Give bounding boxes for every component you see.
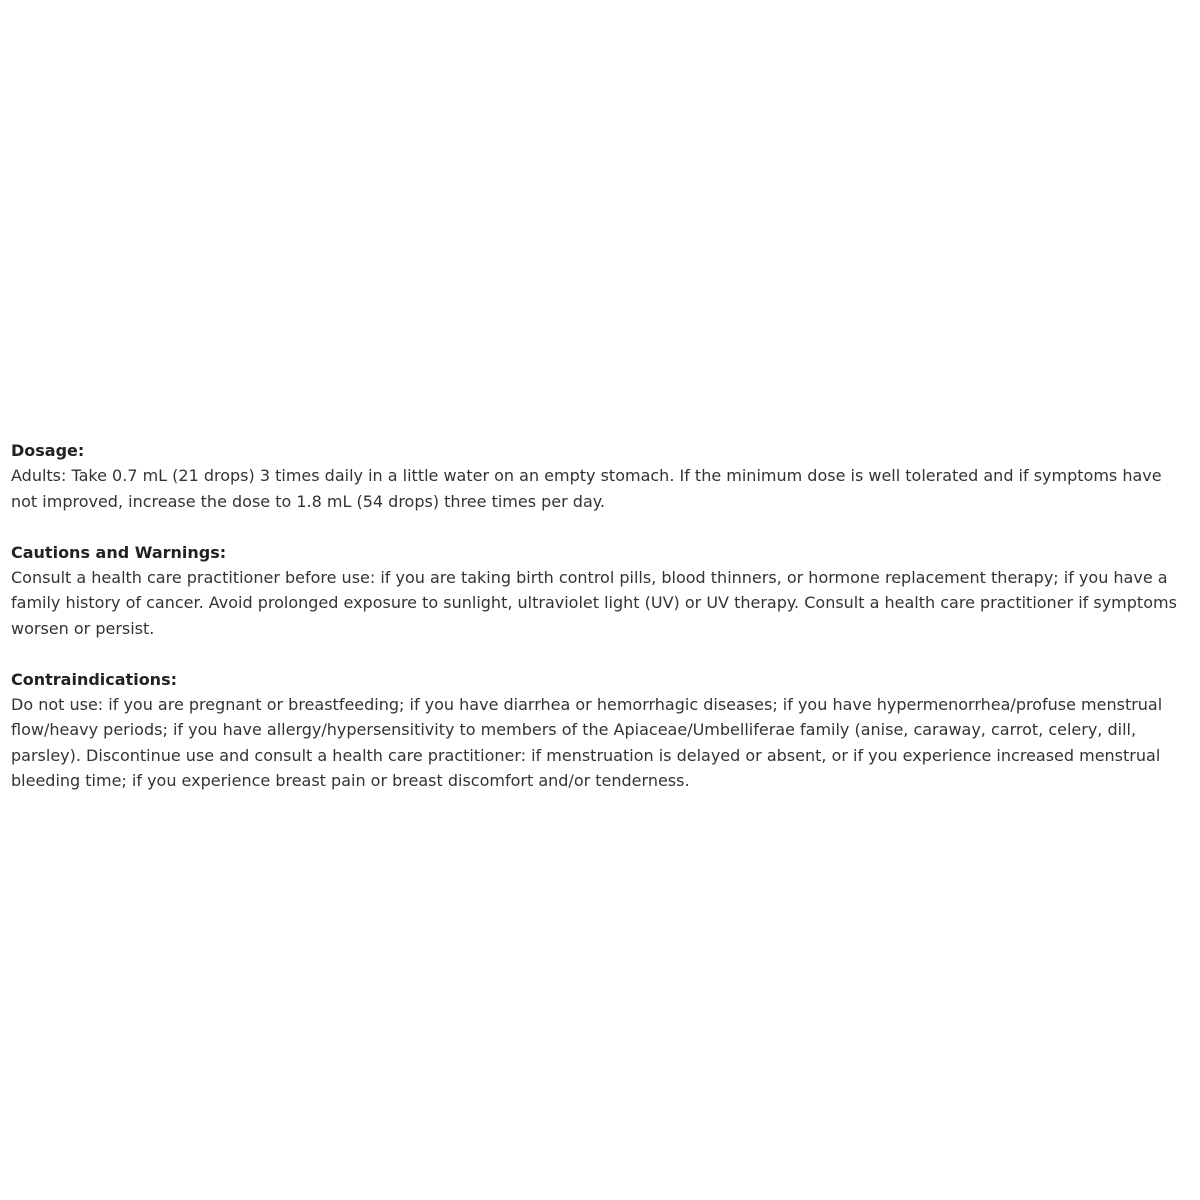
cautions-warnings-heading: Cautions and Warnings: <box>11 542 227 562</box>
cautions-warnings-text: Consult a health care practitioner before use: if you are taking birth control pills, blood thinners, or hormone replacement therapy; if you have a family history of cancer. Avoid prolonged exposure to sunlight, ultraviolet light (UV) or UV therapy. Consult a health care practitioner if symptoms worsen or persist. <box>11 568 1177 638</box>
contraindications-text: Do not use: if you are pregnant or breastfeeding; if you have diarrhea or hemorrhagic diseases; if you have hypermenorrhea/profuse menstrual flow/heavy periods; if you have allergy/hypersensitivity to members of the Apiaceae/Umbelliferae family (anise, caraway, carrot, celery, dill, parsley). Discontinue use and consult a health care practitioner: if menstruation is delayed or absent, or if you experience increased menstrual bleeding time; if you experience breast pain or breast discomfort and/or tenderness. <box>11 695 1163 791</box>
dosage-heading: Dosage: <box>11 441 85 460</box>
dosage-text: Adults: Take 0.7 mL (21 drops) 3 times daily in a little water on an empty stomach. If the minimum dose is well tolerated and if symptoms have not improved, increase the dose to 1.8 mL (54 drops) three times per day. <box>11 466 1162 511</box>
contraindications-section <box>11 667 1187 794</box>
contraindications-heading: Contraindications: <box>11 669 177 689</box>
dosage-section <box>11 438 1187 514</box>
cautions-warnings-section <box>11 540 1187 642</box>
product-info-content <box>11 438 1187 794</box>
